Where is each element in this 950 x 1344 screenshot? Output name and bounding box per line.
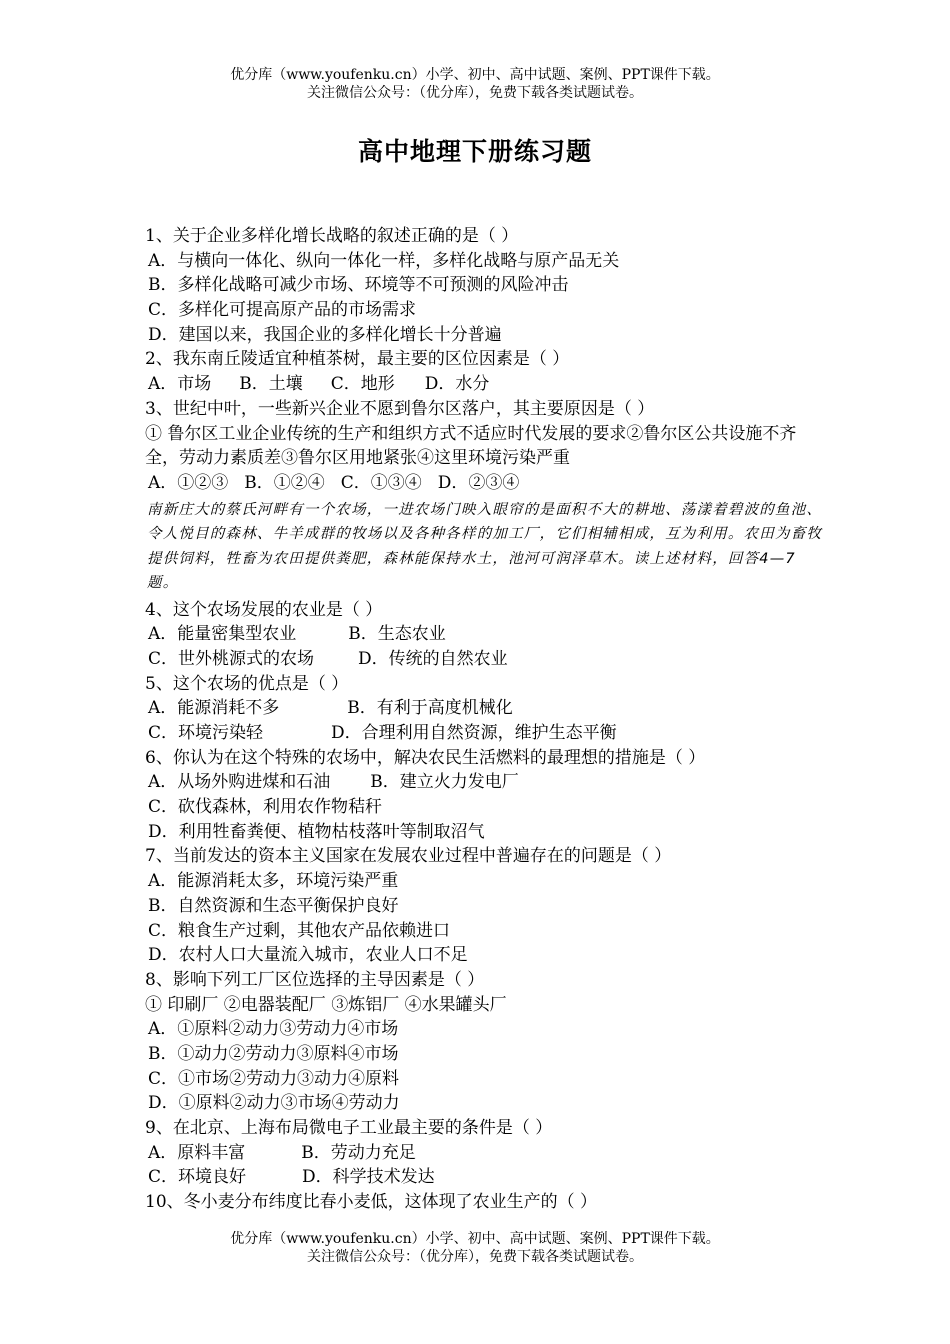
footer-line-2: 关注微信公众号：（优分库），免费下载各类试题试卷。 <box>307 1249 643 1265</box>
q1-option-c: C．多样化可提高原产品的市场需求 <box>148 300 417 321</box>
q3-options <box>145 471 825 496</box>
q5-option-a: A．能源消耗不多 <box>148 698 280 719</box>
q2-option-d: D．水分 <box>424 374 490 395</box>
q1-option-a: A．与横向一体化、纵向一体化一样，多样化战略与原产品无关 <box>148 250 620 271</box>
q7-option-b: B．自然资源和生态平衡保护良好 <box>148 895 399 916</box>
q7-option-a: A．能源消耗太多，环境污染严重 <box>148 871 399 892</box>
q5-option-d: D．合理利用自然资源，维护生态平衡 <box>331 723 617 744</box>
q1-option-d: D．建国以来，我国企业的多样化增长十分普遍 <box>148 324 502 345</box>
q9-option-a: A．原料丰富 <box>148 1142 246 1163</box>
q4-option-d: D．传统的自然农业 <box>358 648 508 669</box>
q4-option-a: A．能量密集型农业 <box>148 624 297 645</box>
q6-stem: 6、你认为在这个特殊的农场中，解决农民生活燃料的最理想的措施是（ ） <box>145 747 706 768</box>
q5-stem: 5、这个农场的优点是（ ） <box>145 673 349 694</box>
q4-row-1 <box>145 622 825 647</box>
q9-row-2 <box>145 1165 825 1190</box>
q6-option-a: A．从场外购进煤和石油 <box>148 772 331 793</box>
q7-stem: 7、当前发达的资本主义国家在发展农业过程中普遍存在的问题是（ ） <box>145 846 672 867</box>
reading-passage: 南新庄大的蔡氏河畔有一个农场，一进农场门映入眼帘的是面积不大的耕地、荡漾着碧波的鱼池、令人悦目的森林、牛羊成群的牧场以及各种各样的加工厂，它们相辅相成，互为利用。农田为畜牧提供饲料，牲畜为农田提供粪肥，森林能保持水土，池河可润泽草木。读上述材料，回答4—7题。 <box>147 501 823 592</box>
q2-options <box>145 372 825 397</box>
q3-option-a: A．①②③ <box>148 472 229 493</box>
q9-option-b: B．劳动力充足 <box>301 1142 416 1163</box>
header-line-1: 优分库（www.youfenku.cn）小学、初中、高中试题、案例、PPT课件下载。 <box>230 67 720 83</box>
q7-option-c: C．粮食生产过剩，其他农产品依赖进口 <box>148 920 451 941</box>
q8-option-a: A．①原料②动力③劳动力④市场 <box>148 1019 399 1040</box>
q4-option-c: C．世外桃源式的农场 <box>148 648 315 669</box>
q3-stem: 3、世纪中叶，一些新兴企业不愿到鲁尔区落户，其主要原因是（ ） <box>145 398 655 419</box>
q5-option-c: C．环境污染轻 <box>148 723 264 744</box>
q5-row-2 <box>145 721 825 746</box>
q9-option-d: D．科学技术发达 <box>302 1167 435 1188</box>
q9-option-c: C．环境良好 <box>148 1167 247 1188</box>
q2-option-a: A．市场 <box>148 374 212 395</box>
q8-option-d: D．①原料②动力③市场④劳动力 <box>148 1093 400 1114</box>
page-footer <box>0 1230 950 1266</box>
q3-option-d: D．②③④ <box>437 472 520 493</box>
q1-option-b: B．多样化战略可减少市场、环境等不可预测的风险冲击 <box>148 275 569 296</box>
header-line-2: 关注微信公众号：（优分库），免费下载各类试题试卷。 <box>307 85 643 101</box>
q4-stem: 4、这个农场发展的农业是（ ） <box>145 599 383 620</box>
question-list <box>145 224 825 1215</box>
q5-row-1 <box>145 696 825 721</box>
q4-row-2 <box>145 647 825 672</box>
q10-stem: 10、冬小麦分布纬度比春小麦低，这体现了农业生产的（ ） <box>145 1192 598 1213</box>
q9-stem: 9、在北京、上海布局微电子工业最主要的条件是（ ） <box>145 1118 553 1139</box>
page-header <box>0 66 950 102</box>
q6-option-b: B．建立火力发电厂 <box>370 772 519 793</box>
q6-option-c: C．砍伐森林，利用农作物秸秆 <box>148 797 383 818</box>
q2-stem: 2、我东南丘陵适宜种植茶树，最主要的区位因素是（ ） <box>145 349 570 370</box>
q8-stem: 8、影响下列工厂区位选择的主导因素是（ ） <box>145 969 485 990</box>
q6-row-1 <box>145 770 825 795</box>
q8-option-c: C．①市场②劳动力③动力④原料 <box>148 1068 400 1089</box>
page-title: 高中地理下册练习题 <box>357 137 592 166</box>
q3-option-b: B．①②④ <box>244 472 325 493</box>
q3-option-c: C．①③④ <box>340 472 422 493</box>
q9-row-1 <box>145 1141 825 1166</box>
q2-option-c: C．地形 <box>330 374 395 395</box>
q5-option-b: B．有利于高度机械化 <box>347 698 513 719</box>
q8-option-b: B．①动力②劳动力③原料④市场 <box>148 1043 399 1064</box>
q1-stem: 1、关于企业多样化增长战略的叙述正确的是（ ） <box>145 226 519 246</box>
q8-info: ① 印刷厂 ②电器装配厂 ③炼铝厂 ④水果罐头厂 <box>145 994 507 1015</box>
q4-option-b: B．生态农业 <box>348 624 446 645</box>
q7-option-d: D．农村人口大量流入城市，农业人口不足 <box>148 945 468 966</box>
q6-option-d: D．利用牲畜粪便、植物枯枝落叶等制取沼气 <box>148 821 485 842</box>
q2-option-b: B．土壤 <box>239 374 303 395</box>
q3-info: ① 鲁尔区工业企业传统的生产和组织方式不适应时代发展的要求②鲁尔区公共设施不齐全，劳动力素质差③鲁尔区用地紧张④这里环境污染严重 <box>145 423 797 469</box>
footer-line-1: 优分库（www.youfenku.cn）小学、初中、高中试题、案例、PPT课件下载。 <box>230 1231 720 1247</box>
